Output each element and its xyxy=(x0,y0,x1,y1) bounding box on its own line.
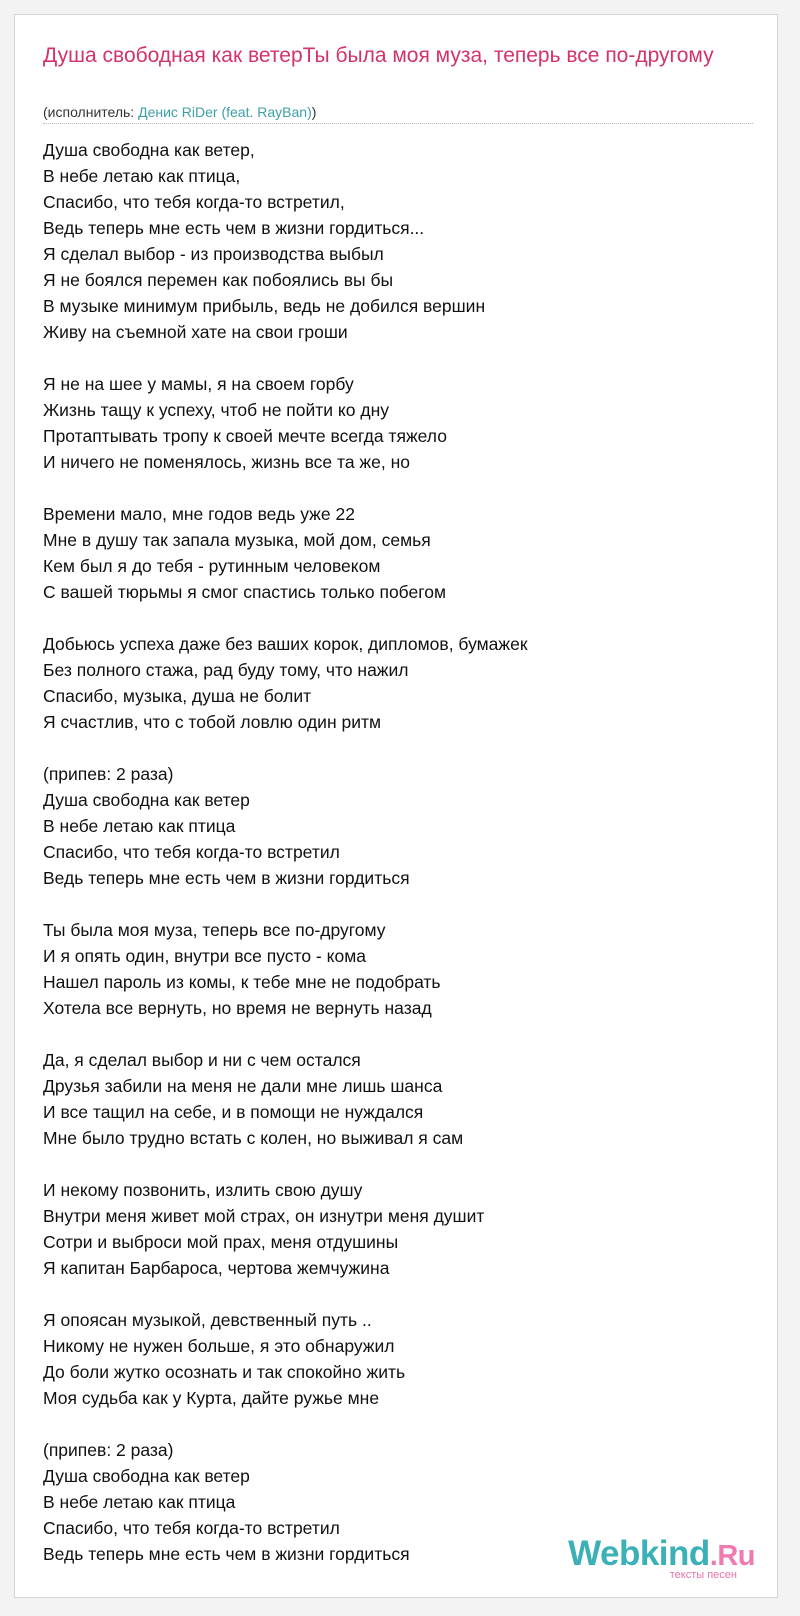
lyric-line: В небе летаю как птица xyxy=(43,1492,236,1512)
lyric-line: Я счастлив, что с тобой ловлю один ритм xyxy=(43,712,382,732)
lyric-line: Душа свободна как ветер, xyxy=(43,140,255,160)
lyric-line: Я не боялся перемен как побоялись вы бы xyxy=(43,270,394,290)
lyric-line: В небе летаю как птица xyxy=(43,816,236,836)
stanza-break xyxy=(43,735,763,761)
stanza-break xyxy=(43,1151,763,1177)
lyric-line: Жизнь тащу к успеху, чтоб не пойти ко дну xyxy=(43,400,390,420)
lyric-line: С вашей тюрьмы я смог спастись только побегом xyxy=(43,582,447,602)
lyric-line: Спасибо, музыка, душа не болит xyxy=(43,686,312,706)
logo-name: Webkind xyxy=(568,1534,710,1573)
lyric-line: Я сделал выбор - из производства выбыл xyxy=(43,244,384,264)
lyric-line: И я опять один, внутри все пусто - кома xyxy=(43,946,366,966)
lyric-line: Я опоясан музыкой, девственный путь .. xyxy=(43,1310,372,1330)
lyric-line: Моя судьба как у Курта, дайте ружье мне xyxy=(43,1388,380,1408)
lyric-line: Протаптывать тропу к своей мечте всегда тяжело xyxy=(43,426,447,446)
stanza-break xyxy=(43,1021,763,1047)
lyric-line: Спасибо, что тебя когда-то встретил xyxy=(43,1518,340,1538)
lyric-line: Никому не нужен больше, я это обнаружил xyxy=(43,1336,395,1356)
artist-link[interactable]: Денис RiDer (feat. RayBan) xyxy=(138,104,312,120)
lyric-line: И ничего не поменялось, жизнь все та же, но xyxy=(43,452,410,472)
lyric-line: До боли жутко осознать и так спокойно жить xyxy=(43,1362,406,1382)
lyric-line: Нашел пароль из комы, к тебе мне не подобрать xyxy=(43,972,441,992)
lyric-line: Хотела все вернуть, но время не вернуть назад xyxy=(43,998,432,1018)
stanza-break xyxy=(43,345,763,371)
stanza-break xyxy=(43,891,763,917)
song-title: Душа свободная как ветерТы была моя муза, теперь все по-другому xyxy=(43,44,714,67)
lyric-line: (припев: 2 раза) xyxy=(43,1440,174,1460)
lyric-line: Ведь теперь мне есть чем в жизни гордиться xyxy=(43,1544,410,1564)
site-logo[interactable] xyxy=(568,1536,755,1581)
lyric-line: Ведь теперь мне есть чем в жизни гордиться... xyxy=(43,218,425,238)
lyric-line: Живу на съемной хате на свои гроши xyxy=(43,322,348,342)
lyric-line: Сотри и выброси мой прах, меня отдушины xyxy=(43,1232,399,1252)
lyric-line: Я не на шее у мамы, я на своем горбу xyxy=(43,374,354,394)
lyrics-text xyxy=(43,137,763,1567)
stanza-break xyxy=(43,605,763,631)
lyric-line: Внутри меня живет мой страх, он изнутри меня душит xyxy=(43,1206,485,1226)
lyric-line: Ты была моя муза, теперь все по-другому xyxy=(43,920,386,940)
logo-tagline: тексты песен xyxy=(669,1569,737,1581)
lyric-line: Спасибо, что тебя когда-то встретил, xyxy=(43,192,345,212)
logo-tld: .Ru xyxy=(709,1540,755,1572)
lyric-line: Без полного стажа, рад буду тому, что нажил xyxy=(43,660,409,680)
lyric-line: Душа свободна как ветер xyxy=(43,790,250,810)
byline-prefix: (исполнитель: xyxy=(43,104,139,120)
lyric-line: Да, я сделал выбор и ни с чем остался xyxy=(43,1050,361,1070)
lyrics-card xyxy=(14,14,778,1598)
byline-suffix: ) xyxy=(311,104,317,120)
lyric-line: Друзья забили на меня не дали мне лишь шанса xyxy=(43,1076,443,1096)
lyric-line: Времени мало, мне годов ведь уже 22 xyxy=(43,504,355,524)
stanza-break xyxy=(43,1411,763,1437)
lyric-line: В музыке минимум прибыль, ведь не добился вершин xyxy=(43,296,486,316)
stanza-break xyxy=(43,475,763,501)
lyric-line: Мне в душу так запала музыка, мой дом, семья xyxy=(43,530,431,550)
lyric-line: И все тащил на себе, и в помощи не нуждался xyxy=(43,1102,424,1122)
lyric-line: Мне было трудно встать с колен, но выживал я сам xyxy=(43,1128,464,1148)
title-divider xyxy=(43,123,753,124)
lyric-line: Я капитан Барбароса, чертова жемчужина xyxy=(43,1258,390,1278)
lyric-line: И некому позвонить, излить свою душу xyxy=(43,1180,363,1200)
lyric-line: (припев: 2 раза) xyxy=(43,764,174,784)
lyric-line: Спасибо, что тебя когда-то встретил xyxy=(43,842,340,862)
lyric-line: В небе летаю как птица, xyxy=(43,166,241,186)
lyric-line: Ведь теперь мне есть чем в жизни гордиться xyxy=(43,868,410,888)
artist-byline xyxy=(43,103,316,121)
lyric-line: Добьюсь успеха даже без ваших корок, дипломов, бумажек xyxy=(43,634,528,654)
stanza-break xyxy=(43,1281,763,1307)
lyric-line: Душа свободна как ветер xyxy=(43,1466,250,1486)
lyric-line: Кем был я до тебя - рутинным человеком xyxy=(43,556,381,576)
